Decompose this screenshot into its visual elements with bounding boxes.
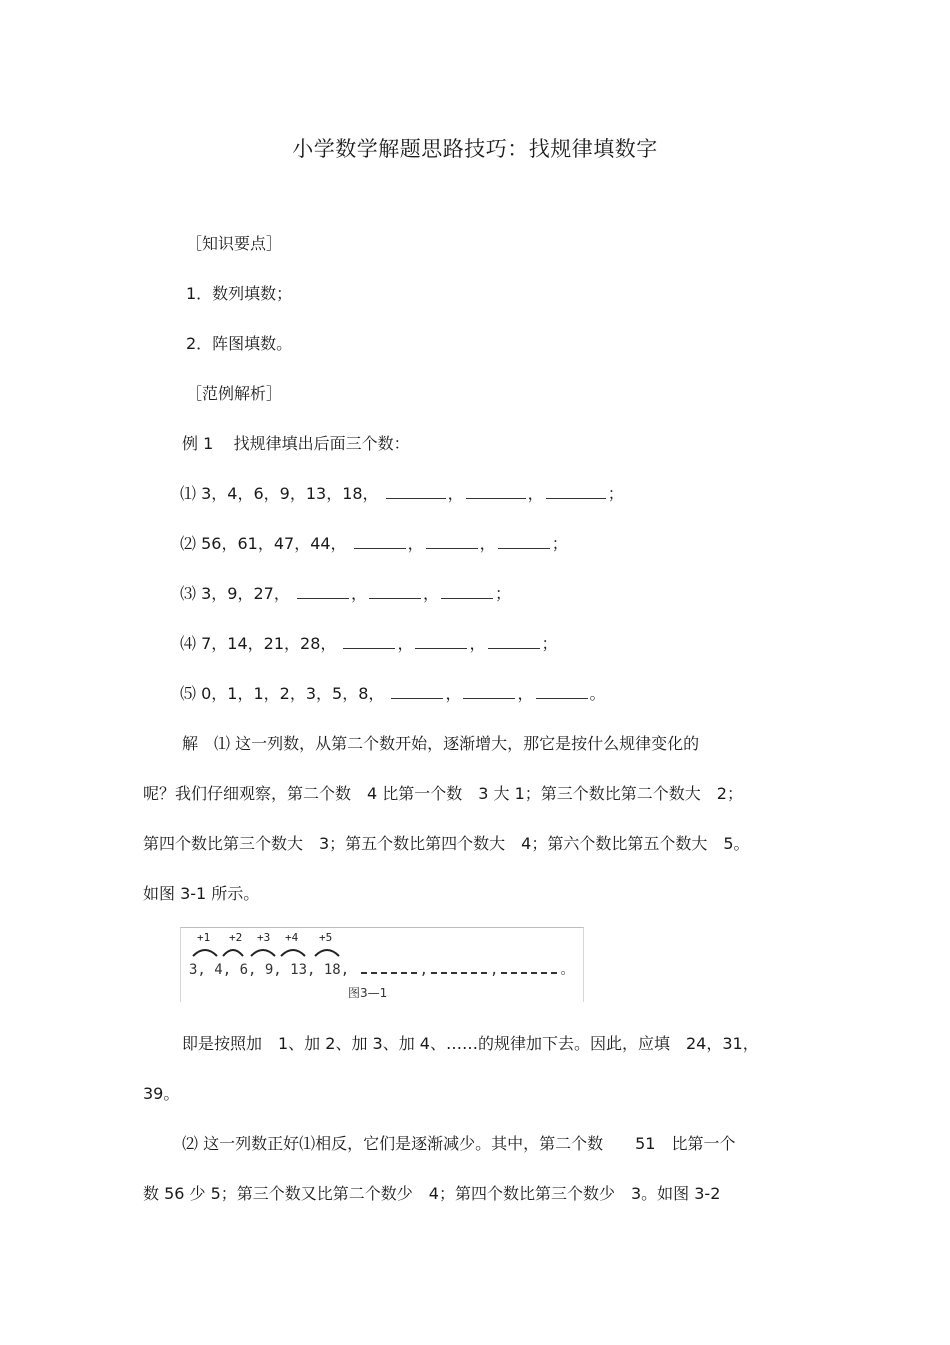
item-number: ⑴ — [180, 484, 197, 503]
solution-paragraph-3-line-1: ⑵ 这一列数正好⑴相反，它们是逐渐减少。其中，第二个数 51 比第一个 — [182, 1134, 736, 1153]
item-sequence: 7，14，21，28， — [201, 634, 337, 653]
answer-blank[interactable] — [488, 634, 540, 649]
example-label: 例 1 — [182, 434, 214, 453]
knowledge-header: ［知识要点］ — [186, 234, 283, 253]
item-sequence: 3，9，27， — [201, 584, 290, 603]
solution-paragraph-1-line-4: 如图 3-1 所示。 — [143, 884, 260, 903]
item-number: ⑶ — [180, 584, 197, 603]
answer-blank[interactable] — [426, 534, 478, 549]
figure-blank — [361, 962, 417, 974]
sequence-item-1: ⑴ 3，4，6，9，13，18， ， ， ； — [180, 484, 624, 503]
answer-blank[interactable] — [463, 684, 515, 699]
increment-label: +5 — [319, 931, 333, 944]
solution-paragraph-1-line-3: 第四个数比第三个数大 3；第五个数比第四个数大 4；第六个数比第五个数大 5。 — [143, 834, 750, 853]
solution-paragraph-3-line-2: 数 56 少 5；第三个数又比第二个数少 4；第四个数比第三个数少 3。如图 3-2 — [143, 1184, 721, 1203]
answer-blank[interactable] — [369, 584, 421, 599]
increment-label: +2 — [229, 931, 243, 944]
item-end: ； — [541, 634, 558, 653]
increment-label: +1 — [197, 931, 211, 944]
solution-paragraph-1-line-2: 呢？我们仔细观察，第二个数 4 比第一个数 3 大 1；第三个数比第二个数大 2； — [143, 784, 743, 803]
sequence-item-5: ⑸ 0，1，1，2，3，5，8， ， ， 。 — [180, 684, 606, 703]
item-end: ； — [607, 484, 624, 503]
solution-paragraph-2-line-1: 即是按照加 1、加 2、加 3、加 4、……的规律加下去。因此，应填 24，31， — [182, 1034, 759, 1053]
example-prompt: 找规律填出后面三个数： — [233, 434, 410, 453]
figure-blank — [431, 962, 487, 974]
answer-blank[interactable] — [343, 634, 395, 649]
answer-blank[interactable] — [354, 534, 406, 549]
answer-blank[interactable] — [546, 484, 606, 499]
item-end: ； — [551, 534, 568, 553]
sequence-item-2: ⑵ 56，61，47，44， ， ， ； — [180, 534, 568, 553]
item-number: ⑷ — [180, 634, 197, 653]
example-1-heading — [182, 434, 410, 454]
answer-blank[interactable] — [415, 634, 467, 649]
item-sequence: 56，61，47，44， — [201, 534, 347, 553]
sequence-item-4: ⑷ 7，14，21，28， ， ， ； — [180, 634, 558, 653]
item-sequence: 3，4，6，9，13，18， — [201, 484, 379, 503]
page-title: 小学数学解题思路技巧：找规律填数字 — [292, 137, 658, 161]
item-sequence: 0，1，1，2，3，5，8， — [201, 684, 385, 703]
examples-header: ［范例解析］ — [186, 384, 283, 403]
answer-blank[interactable] — [498, 534, 550, 549]
answer-blank[interactable] — [466, 484, 526, 499]
figure-blank — [501, 962, 557, 974]
figure-3-1 — [180, 927, 584, 1002]
answer-blank[interactable] — [441, 584, 493, 599]
answer-blank[interactable] — [297, 584, 349, 599]
answer-blank[interactable] — [386, 484, 446, 499]
solution-paragraph-2-line-2: 39。 — [143, 1084, 180, 1103]
item-number: ⑵ — [180, 534, 197, 553]
item-number: ⑸ — [180, 684, 197, 703]
solution-paragraph-1-line-1: 解 ⑴ 这一列数，从第二个数开始，逐渐增大，那它是按什么规律变化的 — [182, 734, 700, 753]
answer-blank[interactable] — [391, 684, 443, 699]
sequence-item-3: ⑶ 3，9，27， ， ， ； — [180, 584, 511, 603]
increment-label: +4 — [285, 931, 299, 944]
item-end: ； — [494, 584, 511, 603]
knowledge-item-2: 2．阵图填数。 — [186, 334, 293, 353]
knowledge-item-1: 1．数列填数； — [186, 284, 293, 303]
item-end: 。 — [589, 684, 606, 703]
figure-caption: 图3—1 — [348, 986, 388, 1000]
increment-label: +3 — [257, 931, 271, 944]
figure-sequence: 3, 4, 6, 9, 13, 18, , , 。 — [189, 962, 575, 978]
answer-blank[interactable] — [536, 684, 588, 699]
